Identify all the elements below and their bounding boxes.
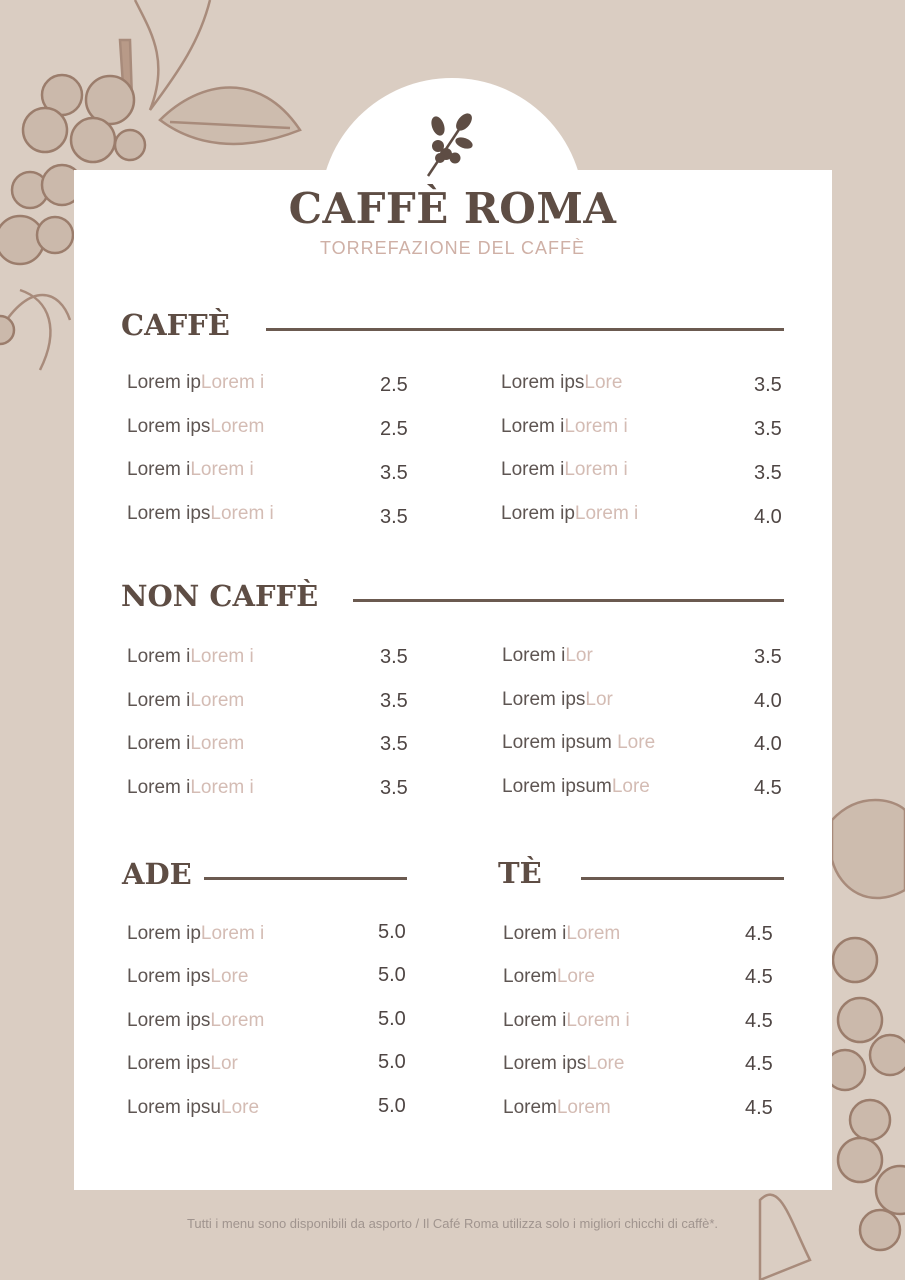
item-price: 3.5 (380, 733, 408, 755)
item-price: 4.0 (754, 690, 782, 712)
coffee-branch-icon (420, 110, 480, 178)
item-price: 3.5 (380, 777, 408, 799)
section-divider (204, 877, 407, 880)
section-heading-ade: ADE (122, 857, 192, 891)
item-price: 4.5 (745, 923, 773, 945)
item-price: 4.5 (745, 1053, 773, 1075)
section-divider (581, 877, 784, 880)
item-price: 3.5 (754, 374, 782, 396)
item-price: 4.5 (745, 966, 773, 988)
item-price: 3.5 (380, 690, 408, 712)
item-price: 5.0 (378, 1095, 406, 1117)
item-price: 5.0 (378, 964, 406, 986)
item-price: 3.5 (754, 646, 782, 668)
item-price: 4.5 (745, 1010, 773, 1032)
section-heading-non-caffe: NON CAFFÈ (121, 579, 319, 613)
item-price: 4.0 (754, 506, 782, 528)
item-price: 2.5 (380, 418, 408, 440)
item-price: 4.5 (745, 1097, 773, 1119)
item-price: 4.5 (754, 777, 782, 799)
item-price: 5.0 (378, 921, 406, 943)
page-subtitle: TORREFAZIONE DEL CAFFÈ (319, 238, 586, 258)
item-price: 5.0 (378, 1051, 406, 1073)
section-heading-te: TÈ (498, 856, 542, 890)
item-price: 3.5 (754, 462, 782, 484)
item-price: 4.0 (754, 733, 782, 755)
footer-note: Tutti i menu sono disponibili da asporto / Il Café Roma utilizza solo i migliori chicchi di caffè*. (186, 1216, 719, 1231)
page-title: CAFFÈ ROMA (288, 184, 617, 233)
item-price: 3.5 (380, 646, 408, 668)
section-divider (266, 328, 784, 331)
section-heading-caffe: CAFFÈ (121, 308, 230, 342)
section-divider (353, 599, 784, 602)
item-price: 3.5 (380, 462, 408, 484)
item-price: 5.0 (378, 1008, 406, 1030)
item-price: 2.5 (380, 374, 408, 396)
item-price: 3.5 (380, 506, 408, 528)
item-price: 3.5 (754, 418, 782, 440)
